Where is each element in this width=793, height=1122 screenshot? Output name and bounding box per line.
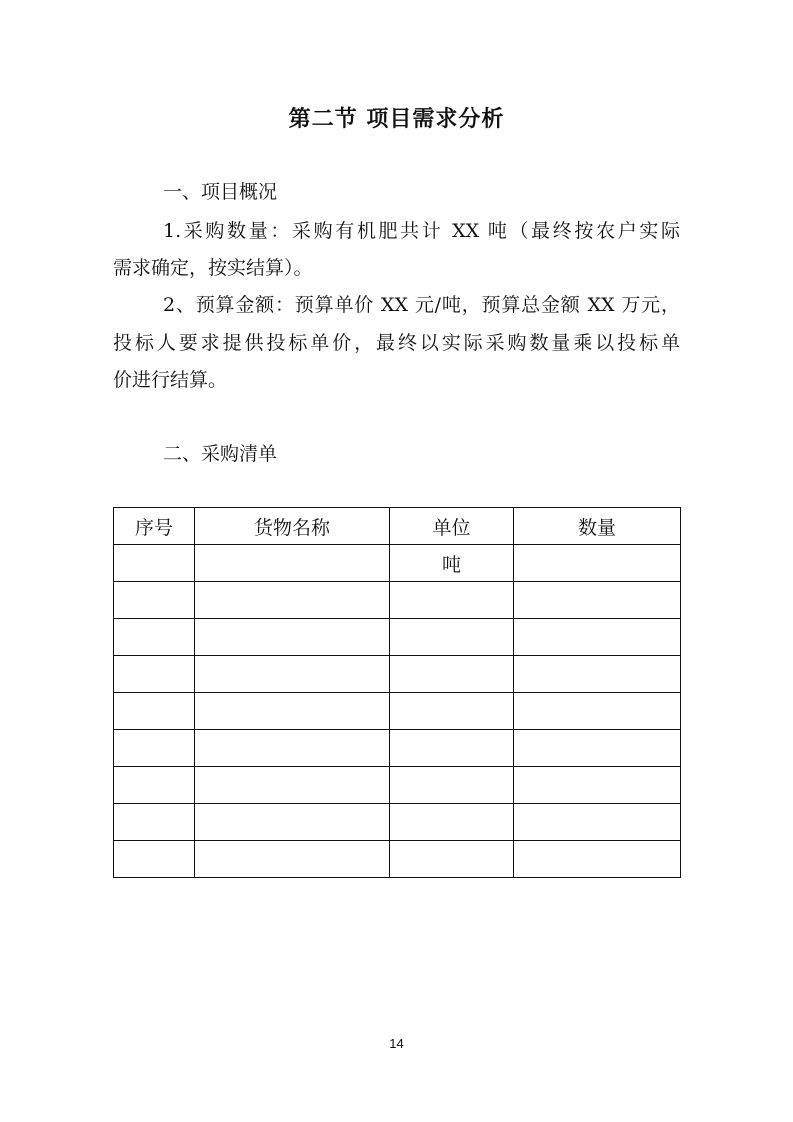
cell-index	[114, 619, 195, 656]
cell-index	[114, 545, 195, 582]
cell-quantity	[514, 804, 681, 841]
cell-unit	[390, 582, 514, 619]
cell-quantity	[514, 693, 681, 730]
table-row	[114, 545, 681, 582]
cell-index	[114, 841, 195, 878]
cell-goods-name	[195, 767, 390, 804]
cell-goods-name	[195, 730, 390, 767]
cell-unit	[390, 693, 514, 730]
cell-quantity	[514, 545, 681, 582]
table-row	[114, 804, 681, 841]
cell-goods-name	[195, 582, 390, 619]
table-row	[114, 582, 681, 619]
header-index: 序号	[114, 508, 195, 545]
cell-goods-name	[195, 545, 390, 582]
table-row	[114, 730, 681, 767]
cell-goods-name	[195, 619, 390, 656]
cell-index	[114, 767, 195, 804]
table-row	[114, 619, 681, 656]
section-title: 第二节 项目需求分析	[288, 107, 505, 132]
cell-quantity	[514, 767, 681, 804]
table-row	[114, 656, 681, 693]
cell-unit	[390, 656, 514, 693]
heading-procurement-list: 二、采购清单	[163, 443, 278, 465]
header-goods-name: 货物名称	[195, 508, 390, 545]
paragraph-budget-line1: 2、预算金额：预算单价 XX 元/吨，预算总金额 XX 万元，	[163, 294, 680, 316]
paragraph-quantity-line1: 1.采购数量：采购有机肥共计 XX 吨（最终按农户实际	[163, 220, 680, 242]
header-unit: 单位	[390, 508, 514, 545]
cell-unit: 吨	[390, 545, 514, 582]
cell-unit	[390, 730, 514, 767]
cell-unit	[390, 841, 514, 878]
paragraph-budget-line3: 价进行结算。	[113, 369, 228, 391]
table-row	[114, 841, 681, 878]
page-number: 14	[389, 1036, 404, 1051]
cell-index	[114, 656, 195, 693]
paragraph-budget-line2: 投标人要求提供投标单价，最终以实际采购数量乘以投标单	[113, 332, 680, 354]
cell-quantity	[514, 730, 681, 767]
header-quantity: 数量	[514, 508, 681, 545]
cell-index	[114, 804, 195, 841]
cell-goods-name	[195, 693, 390, 730]
paragraph-quantity-line2: 需求确定，按实结算）。	[113, 257, 313, 279]
table-header-row	[114, 508, 681, 545]
cell-index	[114, 693, 195, 730]
cell-index	[114, 582, 195, 619]
cell-quantity	[514, 841, 681, 878]
cell-unit	[390, 804, 514, 841]
table-row	[114, 767, 681, 804]
cell-quantity	[514, 582, 681, 619]
procurement-table	[113, 507, 681, 878]
cell-quantity	[514, 619, 681, 656]
cell-goods-name	[195, 656, 390, 693]
cell-goods-name	[195, 841, 390, 878]
cell-unit	[390, 619, 514, 656]
heading-project-overview: 一、项目概况	[163, 181, 278, 203]
cell-quantity	[514, 656, 681, 693]
table-row	[114, 693, 681, 730]
cell-goods-name	[195, 804, 390, 841]
cell-unit	[390, 767, 514, 804]
cell-index	[114, 730, 195, 767]
